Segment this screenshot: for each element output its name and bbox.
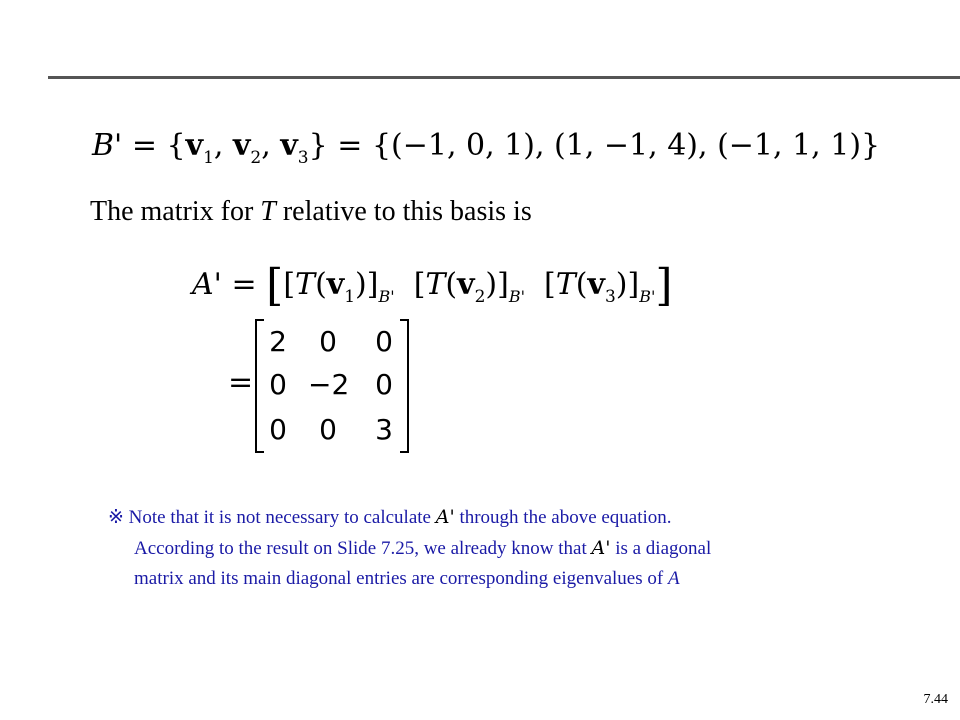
basis-equation	[92, 128, 881, 168]
vector-v3: v	[587, 267, 605, 302]
set-open: {	[166, 128, 186, 163]
vector-v2: v	[457, 267, 475, 302]
comma: ,	[213, 128, 224, 163]
prime-mark: '	[213, 267, 222, 302]
subscript-2: 2	[474, 287, 486, 307]
note-line-2	[108, 533, 908, 564]
note-line-3	[108, 564, 908, 594]
note-text: According to the result on Slide 7.25, we already know that	[134, 538, 592, 559]
basis-subscript: B'	[508, 287, 525, 306]
set-close: }	[308, 128, 328, 163]
matrix-definition-equation: $A' = [[T(v_1)]_{B'}$ $[T(v_2)]_{B'}$ $[T(v_3)]_{B'}$]	[192, 260, 673, 311]
equals-sign: =	[337, 128, 363, 163]
section-heading	[90, 196, 532, 228]
matrix-symbol: A	[192, 267, 214, 302]
matrix-cell-r1c1: 2	[269, 325, 287, 358]
heading-suffix: relative to this basis is	[275, 196, 532, 227]
transform-T1: T	[295, 267, 316, 302]
note-text: matrix and its main diagonal entries are corresponding eigenvalues of	[134, 568, 668, 589]
result-matrix	[254, 318, 410, 454]
matrix-cell-r3c2: 0	[319, 413, 337, 446]
matrix-cell-r2c3: 0	[375, 368, 393, 401]
matrix-cell-r2c1: 0	[269, 368, 287, 401]
basis-subscript: B'	[639, 287, 656, 306]
prime-mark: '	[114, 128, 123, 163]
note-block	[108, 502, 908, 594]
note-text: Note that it is not necessary to calculate	[123, 507, 436, 528]
subscript-1: 1	[344, 287, 356, 307]
note-text: through the above equation.	[454, 507, 672, 528]
matrix-cell-r2c2: −2	[308, 368, 350, 401]
note-line-1	[108, 502, 908, 533]
note-text: is a diagonal	[610, 538, 712, 559]
subscript-1: 1	[203, 148, 214, 168]
outer-bracket-close: ]	[655, 260, 673, 311]
matrix-cell-r3c1: 0	[269, 413, 287, 446]
basis-symbol: B	[92, 128, 115, 163]
equals-sign: =	[231, 267, 257, 302]
basis-subscript: B'	[378, 287, 395, 306]
vector-v3: v	[280, 128, 298, 163]
equals-sign: =	[131, 128, 157, 163]
transform-T3: T	[555, 267, 576, 302]
subscript-2: 2	[250, 148, 262, 168]
matrix-cell-r1c2: 0	[319, 325, 337, 358]
note-symbol: A'	[435, 506, 455, 528]
vector-v2: v	[232, 128, 251, 163]
matrix-cell-r1c3: 0	[375, 325, 393, 358]
basis-tuples: {(−1, 0, 1), (1, −1, 4), (−1, 1, 1)}	[371, 128, 881, 163]
note-variable: A	[667, 568, 680, 589]
subscript-3: 3	[297, 148, 309, 168]
heading-prefix: The matrix for	[90, 196, 261, 227]
slide-number: 7.44	[923, 692, 948, 707]
transform-T2: T	[425, 267, 446, 302]
comma: ,	[261, 128, 271, 163]
outer-bracket-open: [	[266, 260, 284, 311]
matrix-cell-r3c3: 3	[375, 413, 393, 446]
subscript-3: 3	[604, 287, 616, 307]
vector-v1: v	[326, 267, 345, 302]
note-bullet: ※	[108, 507, 124, 528]
equals-sign: =	[228, 365, 254, 400]
note-symbol: A'	[591, 537, 611, 559]
heading-variable: T	[260, 196, 276, 227]
top-rule	[48, 76, 960, 79]
vector-v1: v	[185, 128, 204, 163]
